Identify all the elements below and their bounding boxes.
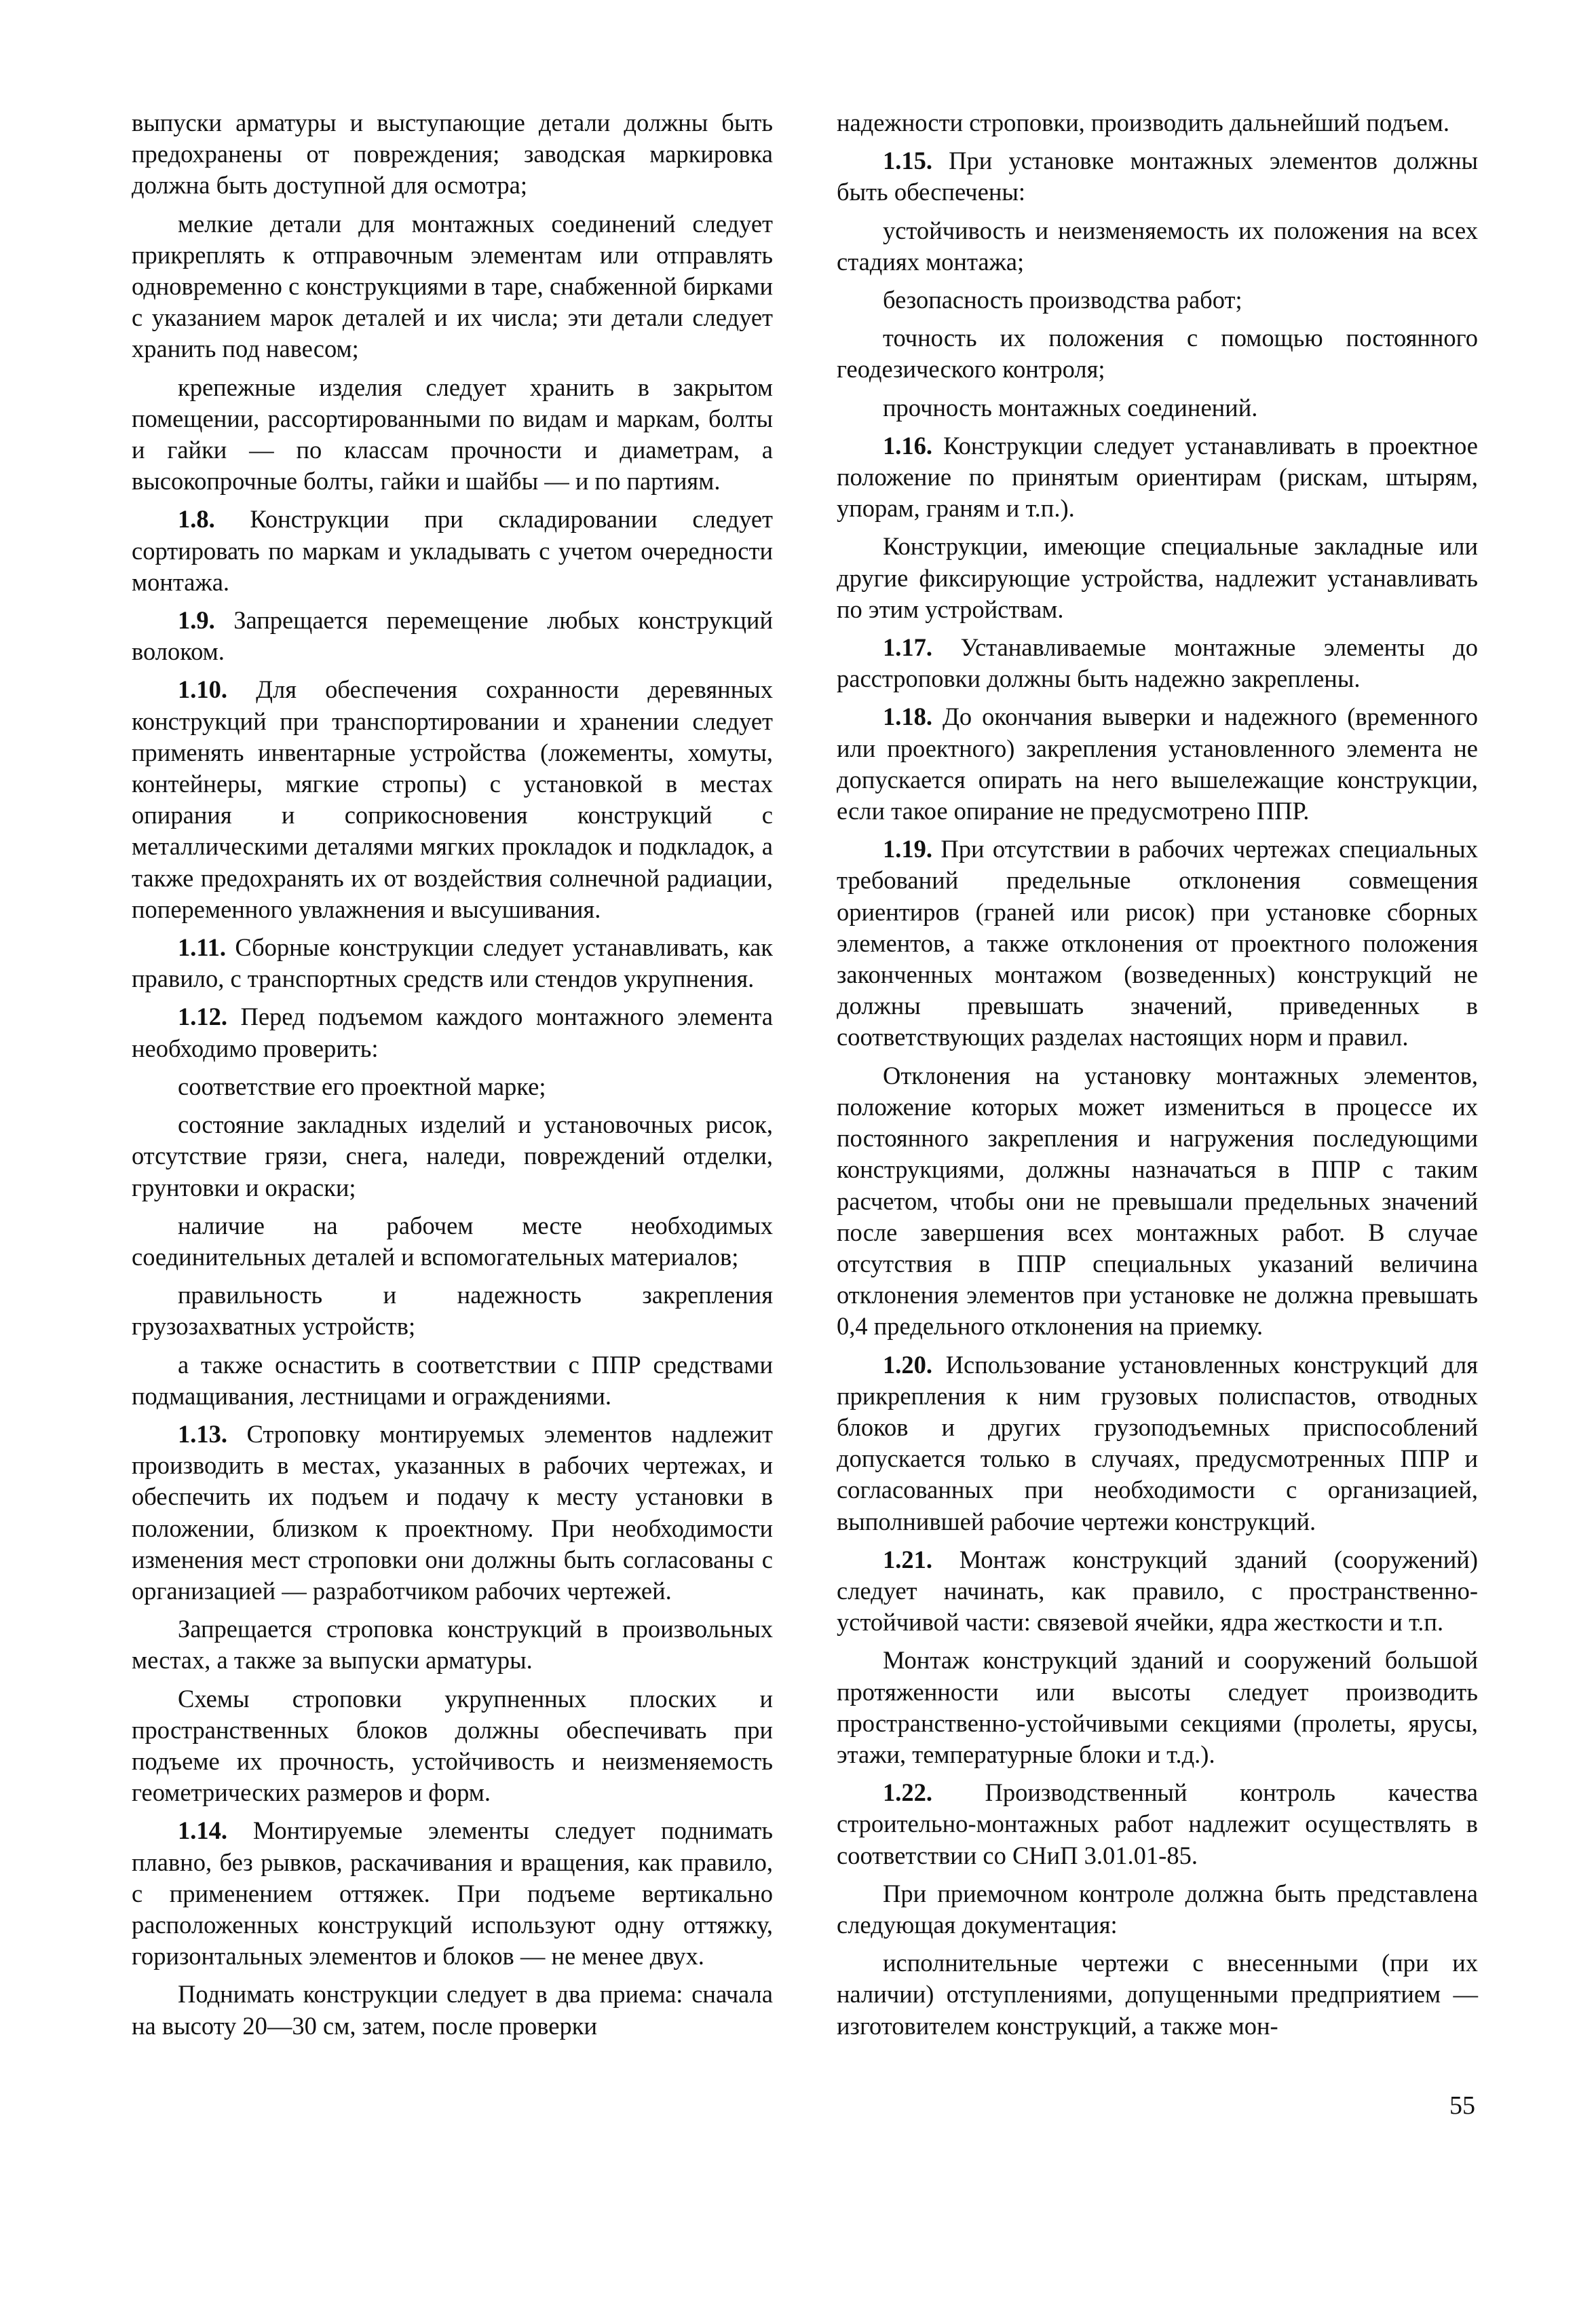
paragraph: [132, 372, 773, 498]
paragraph: [837, 215, 1478, 278]
paragraph: [837, 701, 1478, 827]
paragraph: [132, 605, 773, 667]
paragraph-text: Запрещается перемещение любых конструкций волоком.: [132, 606, 773, 666]
paragraph: [132, 1001, 773, 1064]
paragraph-text: Использование установленных конструкций для прикрепления к ним грузовых полиспастов, отводных блоков и других грузоподъемных приспособлений допускается только в случаях, предусмотренных ППР и согласованных при необходимости с организацией, выполнившей рабочие чертежи конструкций.: [837, 1350, 1479, 1535]
paragraph-text: правильность и надежность закрепления грузозахватных устройств;: [132, 1281, 773, 1341]
clause-number: 1.13.: [178, 1419, 227, 1448]
paragraph: [837, 834, 1478, 1053]
paragraph-text: прочность монтажных соединений.: [883, 393, 1258, 422]
paragraph-text: Монтируемые элементы следует поднимать плавно, без рывков, раскачивания и вращения, как правило, с применением оттяжек. При подъеме вертикально расположенных конструкций используют одну оттяжку, горизонтальных элементов и блоков — не менее двух.: [132, 1816, 774, 1971]
paragraph: [132, 1683, 773, 1809]
right-column: [837, 107, 1478, 2049]
paragraph-text: Монтаж конструкций зданий (сооружений) следует начинать, как правило, с пространственно-устойчивой части: связевой ячейки, ядра жесткости и т.п.: [837, 1545, 1478, 1637]
clause-number: 1.16.: [883, 431, 932, 460]
paragraph: [837, 430, 1478, 525]
paragraph-text: До окончания выверки и надежного (временного или проектного) закрепления установленного элемента не допускается опирать на него вышележащие конструкции, если такое опирание не предусмотрено ППР.: [837, 703, 1478, 825]
page-number: 55: [1449, 2091, 1475, 2120]
paragraph: [132, 1349, 773, 1412]
paragraph-text: При установке монтажных элементов должны быть обеспечены:: [837, 147, 1479, 206]
clause-number: 1.17.: [883, 633, 932, 662]
paragraph-text: Производственный контроль качества строительно-монтажных работ надлежит осуществлять в соответствии со СНиП 3.01.01-85.: [837, 1778, 1478, 1869]
paragraph-text: а также оснастить в соответствии с ППР средствами подмащивания, лестницами и ограждениями.: [132, 1350, 773, 1410]
paragraph: [132, 208, 773, 365]
paragraph: [132, 1210, 773, 1273]
paragraph: [837, 1645, 1478, 1770]
paragraph-text: наличие на рабочем месте необходимых соединительных деталей и вспомогательных материалов;: [132, 1211, 773, 1271]
clause-number: 1.19.: [883, 835, 932, 863]
paragraph-text: Строповку монтируемых элементов надлежит производить в местах, указанных в рабочих чертежах, и обеспечить их подъем и подачу к месту установки в положении, близком к проектному. При необходимости изменения мест строповки они должны быть согласованы с организацией — разработчиком рабочих чертежей.: [132, 1419, 773, 1605]
clause-number: 1.15.: [883, 147, 932, 175]
paragraph-text: При приемочном контроле должна быть представлена следующая документация:: [837, 1879, 1478, 1939]
paragraph-text: мелкие детали для монтажных соединений следует прикреплять к отправочным элементам или отправлять одновременно с конструкциями в таре, снабженной бирками с указанием марок деталей и их числа; эти детали следует хранить под навесом;: [132, 209, 773, 363]
paragraph-text: надежности строповки, производить дальнейший подъем.: [837, 109, 1449, 136]
paragraph-text: Запрещается строповка конструкций в произвольных местах, а также за выпуски арматуры.: [132, 1615, 773, 1675]
paragraph-text: Для обеспечения сохранности деревянных конструкций при транспортировании и хранении следует применять инвентарные устройства (ложементы, хомуты, контейнеры, мягкие стропы) с установкой в местах опирания и соприкосновения конструкций с металлическими деталями мягких прокладок и подкладок, а также предохранять их от воздействия солнечной радиации, попеременного увлажнения и высушивания.: [132, 675, 774, 923]
paragraph-text: устойчивость и неизменяемость их положения на всех стадиях монтажа;: [837, 216, 1478, 276]
clause-number: 1.20.: [883, 1350, 932, 1379]
clause-number: 1.9.: [178, 606, 215, 635]
paragraph-text: точность их положения с помощью постоянного геодезического контроля;: [837, 324, 1478, 384]
clause-number: 1.10.: [178, 675, 227, 704]
paragraph: [132, 1109, 773, 1203]
paragraph: [132, 1280, 773, 1342]
paragraph-text: Отклонения на установку монтажных элементов, положение которых может измениться в процессе их постоянного закрепления и нагружения последующими конструкциями, должны назначаться в ППР с таким расчетом, чтобы они не превышали предельных значений после завершения всех монтажных работ. В случае отсутствия в ППР специальных указаний величина отклонения элементов при установке не должна превышать 0,4 предельного отклонения на приемку.: [837, 1061, 1478, 1341]
paragraph: [132, 1419, 773, 1607]
paragraph-text: Устанавливаемые монтажные элементы до расстроповки должны быть надежно закреплены.: [837, 633, 1479, 693]
paragraph-text: безопасность производства работ;: [883, 286, 1242, 314]
paragraph: [132, 932, 773, 994]
paragraph-text: состояние закладных изделий и установочных рисок, отсутствие грязи, снега, наледи, повреждений отделки, грунтовки и окраски;: [132, 1110, 773, 1201]
paragraph: [837, 145, 1478, 208]
paragraph: [837, 392, 1478, 424]
paragraph-text: соответствие его проектной марке;: [178, 1072, 546, 1100]
clause-number: 1.14.: [178, 1816, 227, 1845]
paragraph: [132, 107, 773, 202]
clause-number: 1.22.: [883, 1778, 932, 1807]
paragraph: [132, 504, 773, 598]
paragraph-text: Конструкции следует устанавливать в проектное положение по принятым ориентирам (рискам, штырям, упорам, граням и т.п.).: [837, 431, 1478, 523]
paragraph-text: Перед подъемом каждого монтажного элемента необходимо проверить:: [132, 1003, 773, 1062]
paragraph-text: При отсутствии в рабочих чертежах специальных требований предельные отклонения совмещения ориентиров (граней или рисок) при установке сборных элементов, а также отклонения от проектного положения законченных монтажом (возведенных) конструкций не должны превышать значений, приведенных в соответствующих разделах настоящих норм и правил.: [837, 835, 1478, 1051]
paragraph: [837, 1878, 1478, 1941]
paragraph: [132, 1071, 773, 1102]
paragraph: [837, 1777, 1478, 1871]
clause-number: 1.18.: [883, 703, 932, 731]
left-column: [132, 107, 773, 2049]
paragraph: [837, 284, 1478, 316]
paragraph-text: Сборные конструкции следует устанавливать, как правило, с транспортных средств или стендов укрупнения.: [132, 933, 774, 993]
paragraph-text: Схемы строповки укрупненных плоских и пространственных блоков должны обеспечивать при подъеме их прочность, устойчивость и неизменяемость геометрических размеров и форм.: [132, 1684, 773, 1807]
paragraph: [837, 1947, 1478, 2042]
paragraph: [837, 322, 1478, 385]
clause-number: 1.8.: [178, 505, 215, 534]
paragraph: [132, 1613, 773, 1676]
paragraph: [837, 1544, 1478, 1639]
paragraph: [132, 674, 773, 925]
paragraph: [837, 1349, 1478, 1537]
paragraph: [132, 1815, 773, 1972]
clause-number: 1.12.: [178, 1003, 227, 1031]
paragraph: [837, 107, 1478, 138]
clause-number: 1.21.: [883, 1545, 932, 1573]
paragraph-text: Поднимать конструкции следует в два приема: сначала на высоту 20—30 см, затем, после проверки: [132, 1980, 773, 2040]
paragraph-text: выпуски арматуры и выступающие детали должны быть предохранены от повреждения; заводская маркировка должна быть доступной для осмотра;: [132, 109, 773, 200]
clause-number: 1.11.: [178, 933, 226, 962]
paragraph: [837, 1060, 1478, 1343]
paragraph: [132, 1979, 773, 2041]
paragraph-text: Монтаж конструкций зданий и сооружений большой протяженности или высоты следует производить пространственно-устойчивыми секциями (пролеты, ярусы, этажи, температурные блоки и т.д.).: [837, 1646, 1478, 1768]
paragraph: [837, 632, 1478, 694]
paragraph-text: Конструкции при складировании следует сортировать по маркам и укладывать с учетом очередности монтажа.: [132, 505, 773, 596]
paragraph-text: Конструкции, имеющие специальные закладные или другие фиксирующие устройства, надлежит устанавливать по этим устройствам.: [837, 532, 1478, 623]
paragraph: [837, 531, 1478, 625]
paragraph-text: крепежные изделия следует хранить в закрытом помещении, рассортированными по видам и маркам, болты и гайки — по классам прочности и диаметрам, а высокопрочные болты, гайки и шайбы — и по партиям.: [132, 373, 773, 496]
paragraph-text: исполнительные чертежи с внесенными (при их наличии) отступлениями, допущенными предприятием — изготовителем конструкций, а также мон-: [837, 1949, 1478, 2040]
